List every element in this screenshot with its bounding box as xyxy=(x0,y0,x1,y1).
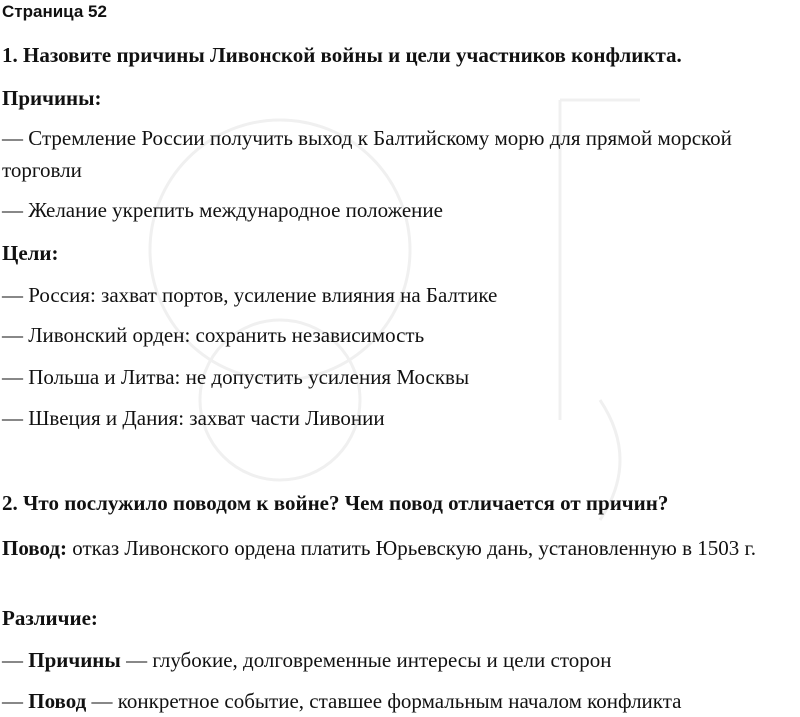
causes-heading: Причины: xyxy=(2,86,102,110)
cause-item: — Желание укрепить международное положение xyxy=(2,198,443,222)
cause-item: — Стремление России получить выход к Балтийскому морю для прямой морской торговли xyxy=(2,126,732,182)
difference-item xyxy=(2,688,681,715)
question-1: 1. Назовите причины Ливонской войны и цели участников конфликта. xyxy=(2,43,682,67)
dash: — xyxy=(2,689,29,713)
pretext-label: Повод: xyxy=(2,536,68,560)
difference-item xyxy=(2,647,611,674)
goal-item: — Ливонский орден: сохранить независимость xyxy=(2,323,425,347)
pretext-text: отказ Ливонского ордена платить Юрьевскую дань, установленную в 1503 г. xyxy=(67,536,757,560)
difference-text: — глубокие, долговременные интересы и цели сторон xyxy=(120,648,612,672)
page-number-label: Страница 52 xyxy=(2,2,107,21)
goals-heading: Цели: xyxy=(2,241,59,265)
goal-item: — Россия: захват портов, усиление влияния на Балтике xyxy=(2,283,498,307)
difference-text: — конкретное событие, ставшее формальным началом конфликта xyxy=(86,689,682,713)
difference-term: Повод xyxy=(28,689,87,713)
difference-heading: Различие: xyxy=(2,606,98,630)
goal-item: — Швеция и Дания: захват части Ливонии xyxy=(2,406,385,430)
question-2: 2. Что послужило поводом к войне? Чем повод отличается от причин? xyxy=(2,491,669,515)
pretext-paragraph xyxy=(2,532,798,564)
goal-item: — Польша и Литва: не допустить усиления Москвы xyxy=(2,365,470,389)
dash: — xyxy=(2,648,29,672)
difference-term: Причины xyxy=(28,648,121,672)
